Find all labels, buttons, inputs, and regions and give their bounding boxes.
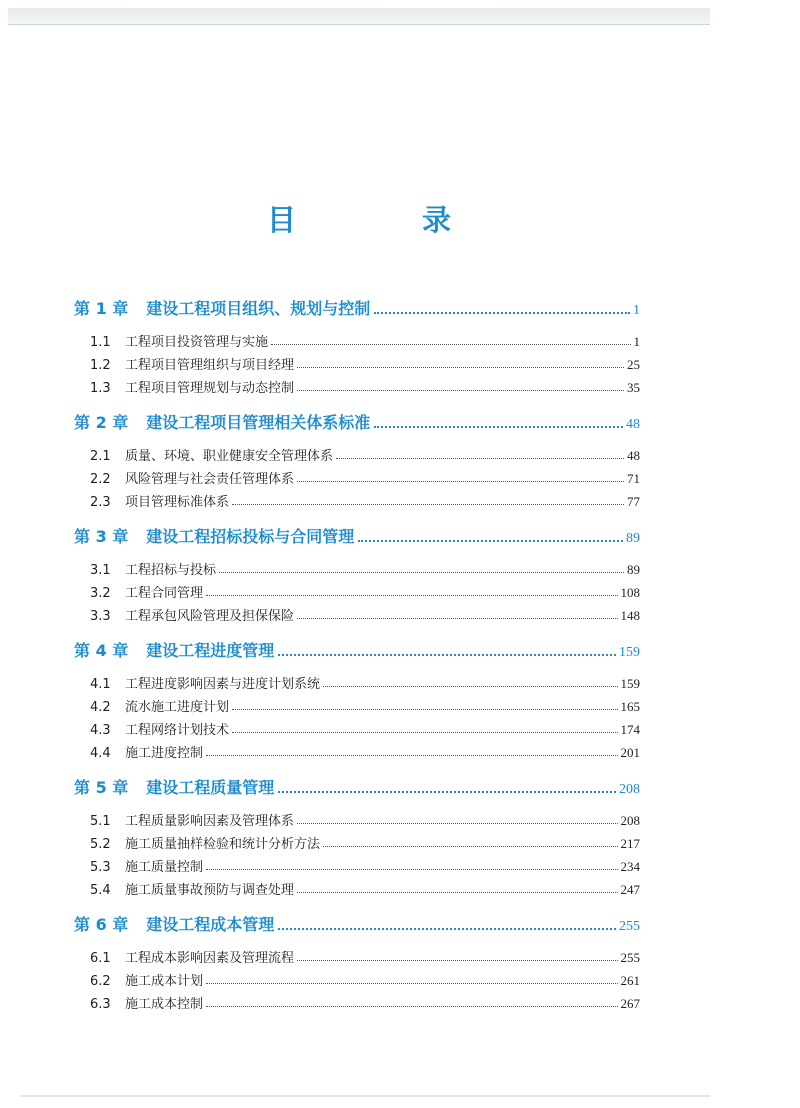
section-title: 工程网络计划技术 — [125, 723, 230, 738]
dot-leader — [297, 618, 617, 619]
section-page-number: 1 — [633, 334, 640, 349]
dot-leader — [219, 572, 624, 573]
dot-leader — [232, 709, 617, 710]
chapter-number: 第 3 章 — [74, 527, 129, 546]
section-page-number: 234 — [620, 859, 640, 874]
dot-leader — [323, 846, 617, 847]
toc-section-2-3[interactable] — [74, 487, 640, 510]
chapter-number: 第 5 章 — [74, 778, 129, 797]
toc-section-5-4[interactable] — [74, 875, 640, 898]
section-number: 1.2 — [90, 358, 111, 373]
section-number: 4.2 — [90, 700, 111, 715]
dot-leader — [297, 367, 624, 368]
toc-section-1-1[interactable] — [74, 327, 640, 350]
dot-leader — [297, 823, 617, 824]
dot-leader — [271, 344, 630, 345]
section-page-number: 165 — [620, 699, 640, 714]
chapter-gap — [74, 898, 640, 909]
toc-chapter-5[interactable] — [74, 772, 640, 798]
toc-section-2-1[interactable] — [74, 441, 640, 464]
section-title: 施工质量抽样检验和统计分析方法 — [125, 837, 321, 852]
section-title: 工程合同管理 — [125, 586, 204, 601]
chapter-gap — [74, 396, 640, 407]
toc-section-4-3[interactable] — [74, 715, 640, 738]
section-page-number: 247 — [620, 882, 640, 897]
dot-leader — [206, 595, 617, 596]
dot-leader — [297, 390, 624, 391]
chapter-number: 第 1 章 — [74, 299, 129, 318]
section-title: 施工进度控制 — [125, 746, 204, 761]
chapter-page-number: 255 — [619, 919, 640, 934]
chapter-page-number: 1 — [633, 303, 640, 318]
toc-section-4-4[interactable] — [74, 738, 640, 761]
section-title: 工程项目管理组织与项目经理 — [125, 358, 295, 373]
section-title: 施工成本计划 — [125, 974, 204, 989]
section-title: 流水施工进度计划 — [125, 700, 230, 715]
section-number: 5.2 — [90, 837, 111, 852]
chapter-page-number: 48 — [626, 417, 640, 432]
section-number: 1.3 — [90, 381, 111, 396]
chapter-number: 第 6 章 — [74, 915, 129, 934]
scan-top-band — [8, 8, 710, 24]
section-number: 1.1 — [90, 335, 111, 350]
dot-leader — [206, 983, 617, 984]
section-number: 5.1 — [90, 814, 111, 829]
section-page-number: 108 — [620, 585, 640, 600]
toc-section-4-1[interactable] — [74, 669, 640, 692]
section-page-number: 159 — [620, 676, 640, 691]
section-number: 4.1 — [90, 677, 111, 692]
chapter-gap — [74, 624, 640, 635]
toc-section-6-2[interactable] — [74, 966, 640, 989]
dot-leader — [278, 654, 616, 656]
section-page-number: 71 — [627, 471, 640, 486]
table-of-contents — [74, 293, 640, 1012]
dot-leader — [278, 928, 616, 930]
dot-leader — [297, 481, 624, 482]
toc-chapter-6[interactable] — [74, 909, 640, 935]
section-page-number: 208 — [620, 813, 640, 828]
section-page-number: 217 — [620, 836, 640, 851]
dot-leader — [206, 1006, 617, 1007]
chapter-page-number: 208 — [619, 782, 640, 797]
toc-section-1-3[interactable] — [74, 373, 640, 396]
dot-leader — [297, 960, 617, 961]
section-number: 6.2 — [90, 974, 111, 989]
toc-chapter-3[interactable] — [74, 521, 640, 547]
section-title: 质量、环境、职业健康安全管理体系 — [125, 449, 334, 464]
dot-leader — [206, 869, 617, 870]
section-title: 施工质量事故预防与调查处理 — [125, 883, 295, 898]
toc-section-6-3[interactable] — [74, 989, 640, 1012]
section-number: 6.1 — [90, 951, 111, 966]
section-number: 4.4 — [90, 746, 111, 761]
section-number: 4.3 — [90, 723, 111, 738]
chapter-number: 第 2 章 — [74, 413, 129, 432]
chapter-page-number: 89 — [626, 531, 640, 546]
scan-top-edge — [8, 24, 710, 25]
section-title: 工程成本影响因素及管理流程 — [125, 951, 295, 966]
toc-section-2-2[interactable] — [74, 464, 640, 487]
dot-leader — [336, 458, 624, 459]
section-page-number: 48 — [627, 448, 640, 463]
toc-chapter-2[interactable] — [74, 407, 640, 433]
dot-leader — [206, 755, 617, 756]
chapter-title: 建设工程项目管理相关体系标准 — [146, 413, 371, 432]
section-number: 6.3 — [90, 997, 111, 1012]
section-number: 3.1 — [90, 563, 111, 578]
section-number: 3.3 — [90, 609, 111, 624]
dot-leader — [278, 791, 616, 793]
toc-section-3-1[interactable] — [74, 555, 640, 578]
section-page-number: 201 — [620, 745, 640, 760]
dot-leader — [358, 540, 623, 542]
toc-section-5-1[interactable] — [74, 806, 640, 829]
section-title: 工程质量影响因素及管理体系 — [125, 814, 295, 829]
section-title: 项目管理标准体系 — [125, 495, 230, 510]
section-page-number: 267 — [620, 996, 640, 1011]
section-title: 工程招标与投标 — [125, 563, 217, 578]
section-number: 5.3 — [90, 860, 111, 875]
chapter-title: 建设工程质量管理 — [146, 778, 275, 797]
dot-leader — [323, 686, 617, 687]
section-page-number: 89 — [627, 562, 640, 577]
section-page-number: 255 — [620, 950, 640, 965]
dot-leader — [374, 426, 623, 428]
section-number: 2.1 — [90, 449, 111, 464]
section-page-number: 77 — [627, 494, 640, 509]
toc-section-3-3[interactable] — [74, 601, 640, 624]
section-title: 工程项目管理规划与动态控制 — [125, 381, 295, 396]
section-page-number: 174 — [620, 722, 640, 737]
chapter-title: 建设工程招标投标与合同管理 — [146, 527, 355, 546]
scan-bottom-edge — [20, 1095, 710, 1097]
chapter-number: 第 4 章 — [74, 641, 129, 660]
chapter-title: 建设工程进度管理 — [146, 641, 275, 660]
toc-section-6-1[interactable] — [74, 943, 640, 966]
page-title: 目 录 — [266, 203, 510, 237]
chapter-title: 建设工程项目组织、规划与控制 — [146, 299, 371, 318]
toc-chapter-1[interactable] — [74, 293, 640, 319]
section-title: 施工质量控制 — [125, 860, 204, 875]
section-number: 5.4 — [90, 883, 111, 898]
chapter-title: 建设工程成本管理 — [146, 915, 275, 934]
section-title: 工程进度影响因素与进度计划系统 — [125, 677, 321, 692]
section-page-number: 148 — [620, 608, 640, 623]
section-number: 2.2 — [90, 472, 111, 487]
toc-section-3-2[interactable] — [74, 578, 640, 601]
section-page-number: 261 — [620, 973, 640, 988]
section-number: 2.3 — [90, 495, 111, 510]
section-title: 工程承包风险管理及担保保险 — [125, 609, 295, 624]
section-number: 3.2 — [90, 586, 111, 601]
section-title: 风险管理与社会责任管理体系 — [125, 472, 295, 487]
toc-section-4-2[interactable] — [74, 692, 640, 715]
dot-leader — [297, 892, 617, 893]
toc-chapter-4[interactable] — [74, 635, 640, 661]
dot-leader — [232, 732, 617, 733]
chapter-gap — [74, 761, 640, 772]
toc-section-5-3[interactable] — [74, 852, 640, 875]
chapter-gap — [74, 510, 640, 521]
toc-section-5-2[interactable] — [74, 829, 640, 852]
section-page-number: 25 — [627, 357, 640, 372]
section-title: 工程项目投资管理与实施 — [125, 335, 269, 350]
dot-leader — [232, 504, 624, 505]
chapter-page-number: 159 — [619, 645, 640, 660]
section-page-number: 35 — [627, 380, 640, 395]
section-title: 施工成本控制 — [125, 997, 204, 1012]
dot-leader — [374, 312, 630, 314]
toc-section-1-2[interactable] — [74, 350, 640, 373]
